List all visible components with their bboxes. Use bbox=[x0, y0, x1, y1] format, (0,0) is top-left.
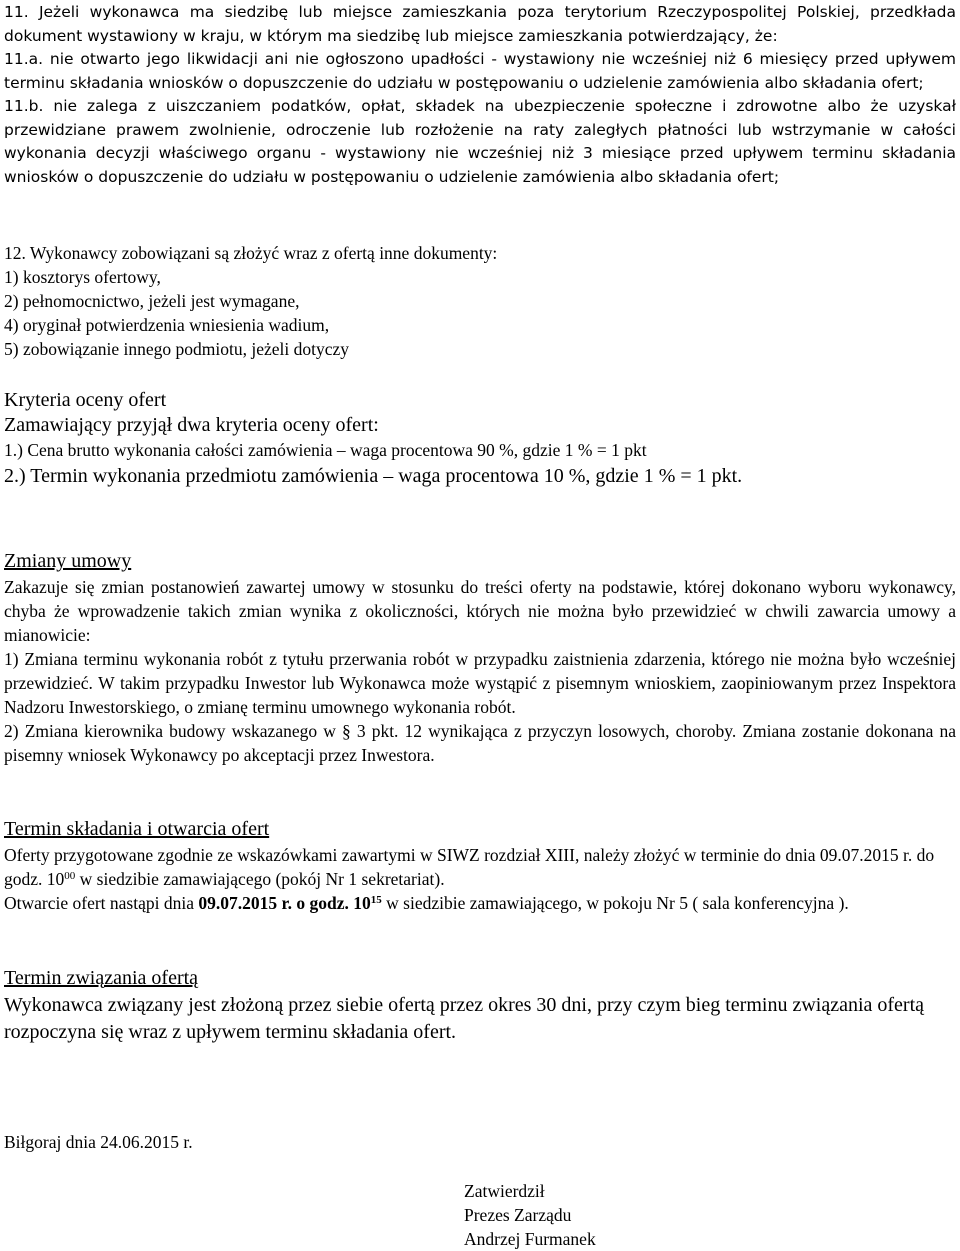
place-date: Biłgoraj dnia 24.06.2015 r. bbox=[4, 1132, 193, 1152]
section-zwiazanie bbox=[4, 966, 956, 1046]
signature-block bbox=[464, 1179, 764, 1251]
section-kryteria bbox=[4, 388, 956, 490]
kryteria-intro: Zamawiający przyjął dwa kryteria oceny ofert: bbox=[4, 414, 379, 436]
termin-skladania-paragraph: Oferty przygotowane zgodnie ze wskazówkami zawartymi w SIWZ rozdział XIII, należy złożyć w terminie do dnia 09.07.2015 r. do godz. $10^{00}$ w siedzibie zamawiającego (pokój Nr 1 sekretariat). bbox=[4, 845, 935, 889]
otwarcie-paragraph: Otwarcie ofert nastąpi dnia 09.07.2015 r. o godz. $10^{15}$ w siedzibie zamawiającego, w pokoju Nr 5 ( sala konferencyjna ). bbox=[4, 893, 849, 913]
signature-line: Prezes Zarządu bbox=[464, 1205, 572, 1225]
section-11a: 11.a. nie otwarto jego likwidacji ani nie ogłoszono upadłości - wystawiony nie wcześniej niż 6 miesięcy przed upływem terminu składania wniosków o dopuszczenie do udziału w postępowaniu o udzielenie zamówienia albo składania ofert; bbox=[4, 50, 956, 92]
section-11b: 11.b. nie zalega z uiszczaniem podatków, opłat, składek na ubezpieczenie społeczne i zdrowotne albo że uzyskał przewidziane prawem zwolnienie, odroczenie lub rozłożenie na raty zaległych płatności lub wstrzymanie w całości wykonania decyzji właściwego organu - wystawiony nie wcześniej niż 3 miesiące przed upływem terminu składania wniosków o dopuszczenie do udziału w postępowaniu o udzielenie zamówienia albo składania ofert; bbox=[4, 97, 956, 186]
zmiany-paragraph: 2) Zmiana kierownika budowy wskazanego w § 3 pkt. 12 wynikająca z przyczyn losowych, choroby. Zmiana zostanie dokonana na pisemny wniosek Wykonawcy po akceptacji przez Inwestora. bbox=[4, 721, 956, 765]
section-12-intro: 12. Wykonawcy zobowiązani są złożyć wraz z ofertą inne dokumenty: bbox=[4, 243, 498, 263]
list-item: 5) zobowiązanie innego podmiotu, jeżeli dotyczy bbox=[4, 339, 350, 359]
kryteria-item-1: 1.) Cena brutto wykonania całości zamówienia – waga procentowa 90 %, gdzie 1 % = 1 pkt bbox=[4, 440, 647, 460]
section-11 bbox=[4, 1, 956, 189]
section-termin-skladania bbox=[4, 817, 956, 915]
zwiazanie-heading: Termin związania ofertą bbox=[4, 967, 199, 989]
termin-skladania-heading: Termin składania i otwarcia ofert bbox=[4, 818, 270, 840]
section-11-intro: 11. Jeżeli wykonawca ma siedzibę lub miejsce zamieszkania poza terytorium Rzeczypospolitej Polskiej, przedkłada dokument wystawiony w kraju, w którym ma siedzibę lub miejsce zamieszkania potwierdzający, że: bbox=[4, 3, 956, 45]
list-item: 4) oryginał potwierdzenia wniesienia wadium, bbox=[4, 315, 330, 335]
list-item: 2) pełnomocnictwo, jeżeli jest wymagane, bbox=[4, 291, 300, 311]
list-item: 1) kosztorys ofertowy, bbox=[4, 267, 161, 287]
signature-line: Zatwierdził bbox=[464, 1181, 545, 1201]
zmiany-paragraph: 1) Zmiana terminu wykonania robót z tytułu przerwania robót w przypadku zaistnienia zdarzenia, którego nie można było wcześniej przewidzieć. W takim przypadku Inwestor lub Wykonawca może wystąpić z pisemnym wnioskiem, zaopiniowanym przez Inspektora Nadzoru Inwestorskiego, o zmianę terminu umownego wykonania robót. bbox=[4, 649, 956, 717]
section-zmiany bbox=[4, 549, 956, 767]
kryteria-heading: Kryteria oceny ofert bbox=[4, 389, 167, 411]
signature-line: Andrzej Furmanek bbox=[464, 1229, 596, 1249]
section-12 bbox=[4, 241, 956, 361]
zmiany-heading: Zmiany umowy bbox=[4, 550, 132, 572]
zmiany-paragraph: Zakazuje się zmian postanowień zawartej umowy w stosunku do treści oferty na podstawie, której dokonano wyboru wykonawcy, chyba że wprowadzenie takich zmian wynika z okoliczności, których nie można było przewidzieć w chwili zawarcia umowy a mianowicie: bbox=[4, 577, 956, 645]
kryteria-item-2: 2.) Termin wykonania przedmiotu zamówienia – waga procentowa 10 %, gdzie 1 % = 1 pkt. bbox=[4, 465, 743, 487]
zwiazanie-paragraph: Wykonawca związany jest złożoną przez siebie ofertą przez okres 30 dni, przy czym bieg terminu związania ofertą rozpoczyna się wraz z upływem terminu składania ofert. bbox=[4, 994, 925, 1043]
